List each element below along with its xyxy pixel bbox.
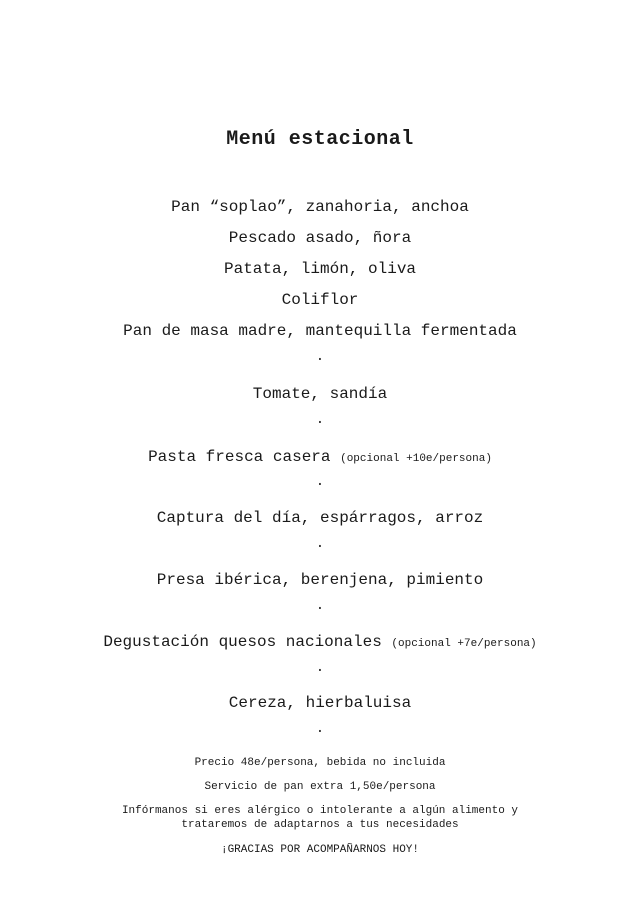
menu-item-pasta-note: (opcional +10e/persona) (340, 453, 492, 465)
separator-dot: . (315, 349, 325, 365)
thanks-note: ¡GRACIAS POR ACOMPAÑARNOS HOY! (220, 844, 420, 856)
price-note: Precio 48e/persona, bebida no incluida (194, 757, 446, 769)
menu-item-quesos (0, 633, 640, 651)
menu-item-pasta-label: Pasta fresca casera (148, 448, 331, 466)
allergy-note-line2: trataremos de adaptarnos a tus necesidades (181, 819, 459, 831)
allergy-note-line1: Infórmanos si eres alérgico o intolerante a algún alimento y (121, 805, 519, 817)
separator-dot: . (315, 721, 325, 737)
menu-title: Menú estacional (226, 128, 414, 151)
menu-item-quesos-label: Degustación quesos nacionales (103, 633, 382, 651)
menu-item-tomate: Tomate, sandía (252, 385, 388, 403)
menu-item-pasta (0, 448, 640, 466)
menu-item-captura: Captura del día, espárragos, arroz (156, 509, 484, 527)
menu-item-coliflor: Coliflor (281, 291, 359, 309)
menu-item-quesos-note: (opcional +7e/persona) (391, 638, 537, 650)
menu-item-pan-masa-madre: Pan de masa madre, mantequilla fermentada (123, 322, 517, 340)
menu-item-presa: Presa ibérica, berenjena, pimiento (156, 571, 484, 589)
menu-item-patata: Patata, limón, oliva (223, 260, 417, 278)
bread-note: Servicio de pan extra 1,50e/persona (204, 781, 436, 793)
separator-dot: . (315, 412, 325, 428)
menu-item-pan-soplao: Pan “soplao”, zanahoria, anchoa (171, 198, 469, 216)
separator-dot: . (315, 598, 325, 614)
separator-dot: . (315, 474, 325, 490)
separator-dot: . (315, 536, 325, 552)
menu-item-pescado: Pescado asado, ñora (228, 229, 412, 247)
separator-dot: . (315, 660, 325, 676)
menu-item-cereza: Cereza, hierbaluisa (228, 694, 412, 712)
